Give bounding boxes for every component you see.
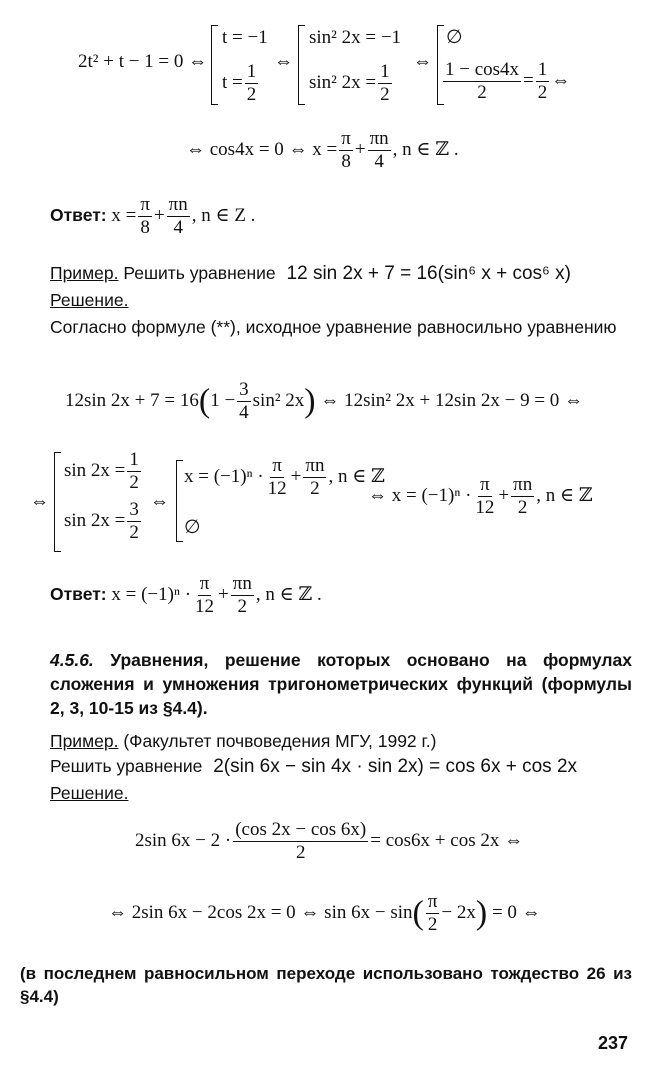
eq1-case-b2: sin² 2x = $\frac{1}{2}$ xyxy=(309,61,390,105)
eq1-case-c1: ∅ xyxy=(446,27,463,48)
equation-line-5: 2sin 6x − 2 · $\frac{(\cos 2x - \cos 6x)}{2}$ = cos6x + cos 2x ⇔ xyxy=(135,819,524,863)
eq1-case-a1: t = −1 xyxy=(222,27,268,48)
equation-line-4 xyxy=(0,440,647,560)
equation-line-2: ⇔ cos4x = 0 ⇔ x = $\frac{\pi}{8}$ + $\frac{\pi n}{4}$ , n ∈ ℤ . xyxy=(186,128,459,172)
equation-line-1 xyxy=(0,0,647,110)
eq1-case-c2: $\frac{1 - \cos 4x}{2}$ = $\frac{1}{2}$ ⇔ xyxy=(445,59,571,103)
eq1-bracket-b xyxy=(298,25,305,105)
section-4-5-6 xyxy=(50,648,632,720)
eq4-case-a1: sin 2x = $\frac{1}{2}$ xyxy=(64,449,139,493)
example-2-formula: 2(sin 6x − sin 4x · sin 2x) = cos 6x + cos 2x xyxy=(213,756,578,777)
eq4-iff-1: ⇔ xyxy=(150,491,169,512)
note-paragraph: (в последнем равносильном переходе использовано тождество 26 из §4.4) xyxy=(20,964,632,1006)
example-1-paragraph: Согласно формуле (**), исходное уравнение равносильно уравнению xyxy=(50,317,617,337)
section-text: Уравнения, решение которых основано на формулах сложения и умножения тригонометрических функций (формулы 2, 3, 10-15 из §4.4). xyxy=(50,650,632,718)
example-2-task: Решить уравнение 2(sin 6x − sin 4x · sin 2x) = cos 6x + cos 2x xyxy=(50,756,578,777)
eq4-case-b1: x = (−1)ⁿ · $\frac{\pi}{12}$ + $\frac{\pi n}{2}$ , n ∈ ℤ xyxy=(184,455,385,499)
answer-2: Ответ: x = (−1)ⁿ · $\frac{\pi}{12}$ + $\frac{\pi n}{2}$ , n ∈ ℤ . xyxy=(50,573,322,617)
answer-1: Ответ: x = $\frac{\pi}{8}$ + $\frac{\pi n}{4}$ , n ∈ Z . xyxy=(50,194,256,238)
example-2-label: Пример. xyxy=(50,731,119,751)
equation-line-6: ⇔ 2sin 6x − 2cos 2x = 0 ⇔ sin 6x − sin( $\frac{\pi}{2}$ − 2x) = 0 ⇔ xyxy=(108,891,541,935)
answer-1-label: Ответ: xyxy=(50,204,107,225)
example-1-formula: 12 sin 2x + 7 = 16(sin⁶ x + cos⁶ x) xyxy=(286,263,571,284)
example-2-source: (Факультет почвоведения МГУ, 1992 г.) xyxy=(123,731,437,751)
page-number: 237 xyxy=(598,1033,629,1053)
eq1-iff-1: ⇔ xyxy=(274,51,293,72)
eq1-bracket-a xyxy=(211,25,218,105)
eq1-iff-2: ⇔ xyxy=(413,51,432,72)
eq4-rhs: ⇔ x = (−1)ⁿ · $\frac{\pi}{12}$ + $\frac{\pi n}{2}$ , n ∈ ℤ xyxy=(368,474,593,518)
eq1-lhs: 2t² + t − 1 = 0 ⇔ xyxy=(78,51,208,72)
eq4-iff-0: ⇔ xyxy=(30,491,49,512)
section-number: 4.5.6. xyxy=(50,650,94,670)
eq4-case-b2: ∅ xyxy=(184,517,201,538)
eq4-bracket-a xyxy=(54,452,61,552)
equation-line-3: 12sin 2x + 7 = 16(1 − $\frac{3}{4}$ sin² 2x) ⇔ 12sin² 2x + 12sin 2x − 9 = 0 ⇔ xyxy=(65,379,584,423)
example-1-label: Пример. xyxy=(50,263,119,283)
solution-2-label: Решение. xyxy=(50,783,129,803)
eq4-case-a2: sin 2x = $\frac{3}{2}$ xyxy=(64,499,139,543)
eq1-case-a2: t = $\frac{1}{2}$ xyxy=(222,61,257,105)
solution-1-label: Решение. xyxy=(50,290,129,310)
eq4-bracket-b xyxy=(176,460,183,542)
example-1-task: Решить уравнение xyxy=(123,263,276,283)
example-1-heading xyxy=(50,264,571,283)
answer-2-label: Ответ: xyxy=(50,583,107,604)
example-2-heading xyxy=(50,733,436,751)
eq1-case-b1: sin² 2x = −1 xyxy=(309,27,402,48)
